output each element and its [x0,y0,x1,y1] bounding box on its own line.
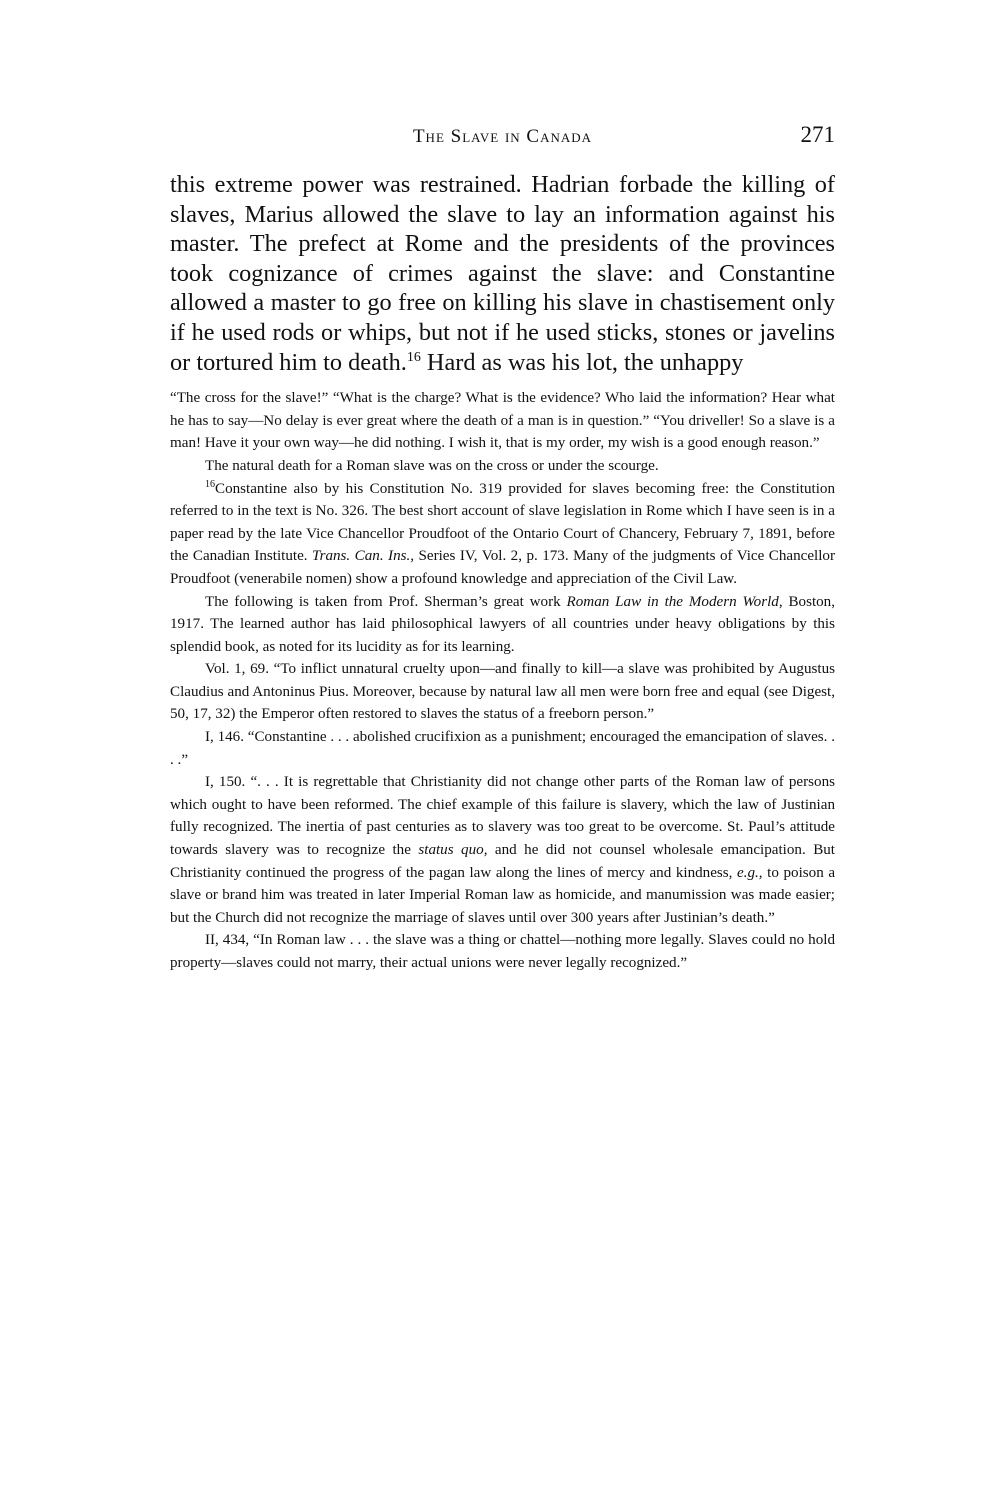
footnote-ii-434: II, 434, “In Roman law . . . the slave was a thing or chattel—nothing more legally. Slaves could no hold property—slaves could not marry, their actual unions were never legally recognized.” [170,932,835,971]
footnote-reference: 16 [406,349,421,365]
main-text-part-2: Hard as was his lot, the unhappy [420,348,744,376]
page-number: 271 [800,122,835,147]
footnote-16-text-a: Constantine also by his Constitution No. 319 provided for slaves becoming free: the Constitution referred to in the text is No. 326. The best short account of slave legislation in Rome which I have seen is in a paper read by the late Vice Chancellor Proudfoot of the Ontario Court of Chancery, February 7, 1891, before the Canadian Institute. [170,480,835,565]
footnote-natural-death: The natural death for a Roman slave was on the cross or under the scourge. [205,457,659,474]
page-header [170,120,835,160]
footnote-sherman-text-a: The following is taken from Prof. Sherman’s great work [205,593,567,610]
book-page [170,120,835,975]
main-text [170,170,835,377]
footnote-i-150-status-quo: status quo, [418,842,488,859]
footnote-i-150 [170,771,835,929]
footnote-i-146: I, 146. “Constantine . . . abolished crucifixion as a punishment; encouraged the emancipation of slaves. . . .” [170,729,835,768]
footnote-i-150-text-c: to poison a slave or brand him was treated in later Imperial Roman law as homicide, and manumission was made easier; but the Church did not recognize the marriage of slaves until over 300 years after Justinian’s death.” [170,864,836,926]
footnote-i-150-text-a: I, 150. “. . . It is regrettable that Christianity did not change other parts of the Roman law of persons which ought to have been reformed. The chief example of this failure is slavery, which the law of Justinian fully recognized. The inertia of past centuries as to slavery was too great to be overcome. St. Paul’s attitude towards slavery was to recognize the [170,774,835,859]
footnote-vol1-69: Vol. 1, 69. “To inflict unnatural cruelty upon—and finally to kill—a slave was prohibited by Augustus Claudius and Antoninus Pius. Moreover, because by natural law all men were born free and equal (see Digest, 50, 17, 32) the Emperor often restored to slaves the status of a freeborn person.” [170,661,835,723]
main-paragraph [170,170,835,377]
running-head: The Slave in Canada [412,126,593,147]
footnote-i-150-eg: e.g., [737,864,763,881]
footnote-sherman-text-b: Boston, 1917. The learned author has laid philosophical lawyers of all countries under heavy obligations by this splendid book, as noted for its lucidity as for its learning. [170,593,836,655]
footnote-sherman-title: Roman Law in the Modern World, [566,593,783,610]
footnote-sherman [170,591,835,659]
footnotes [170,387,835,974]
footnote-i-150-text-b: and he did not counsel wholesale emancipation. But Christianity continued the progress of the pagan law along the lines of mercy and kindness, [170,842,836,881]
footnote-16-mark: 16 [205,478,215,490]
footnote-16 [170,478,835,591]
main-text-part-1: this extreme power was restrained. Hadrian forbade the killing of slaves, Marius allowed the slave to lay an information against his master. The prefect at Rome and the presidents of the provinces took cognizance of crimes against the slave: and Constantine allowed a master to go free on killing his slave in chastisement only if he used rods or whips, but not if he used sticks, stones or javelins or tortured him to death. [170,171,835,376]
footnote-16-citation: Trans. Can. Ins., [312,548,415,565]
footnote-quote-paragraph: “The cross for the slave!” “What is the charge? What is the evidence? Who laid the information? Hear what he has to say—No delay is ever great where the death of a man is in question.” “You driveller! So a slave is a man! Have it your own way—he did nothing. I wish it, that is my order, my wish is a good enough reason.” [170,390,835,452]
footnote-16-text-b: Series IV, Vol. 2, p. 173. Many of the judgments of Vice Chancellor Proudfoot (venerabile nomen) show a profound knowledge and appreciation of the Civil Law. [170,548,835,587]
